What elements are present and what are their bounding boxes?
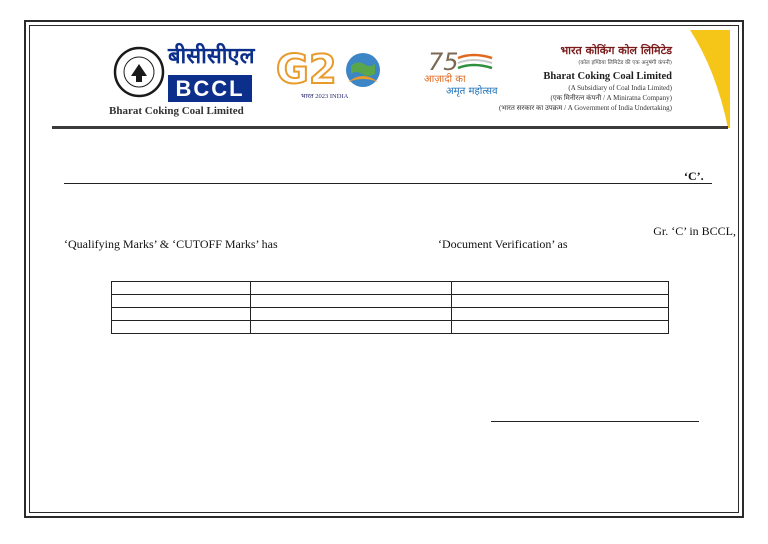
document-verification-text: ‘Document Verification’ as (438, 237, 568, 251)
org-name-hindi: भारत कोकिंग कोल लिमिटेड (560, 44, 672, 57)
org-government-line: (भारत सरकार का उपक्रम / A Government of India Undertaking) (498, 104, 672, 112)
table-row (112, 295, 669, 308)
letterhead-rule (52, 126, 728, 129)
table-cell (250, 282, 452, 295)
signature-line (491, 421, 699, 422)
g20-globe-icon (342, 48, 384, 90)
bccl-hindi-name: बीसीसीएल (168, 44, 255, 69)
table-cell (250, 308, 452, 321)
table-cell (112, 321, 251, 334)
marks-table (111, 281, 669, 334)
qualifying-marks-text: ‘Qualifying Marks’ & ‘CUTOFF Marks’ has (64, 237, 278, 251)
table-cell (112, 308, 251, 321)
table-cell (452, 282, 669, 295)
table-cell (112, 282, 251, 295)
table-cell (452, 321, 669, 334)
table-row (112, 282, 669, 295)
org-subsidiary-line: (A Subsidiary of Coal India Limited) (568, 84, 672, 92)
table-cell (452, 295, 669, 308)
title-underline (64, 183, 712, 184)
grade-label: ‘C’. (684, 169, 704, 183)
bccl-full-name: Bharat Coking Coal Limited (109, 105, 244, 117)
bccl-abbreviation: BCCL (175, 76, 245, 101)
table-row (112, 308, 669, 321)
grade-bccl-text: Gr. ‘C’ in BCCL, (653, 224, 736, 238)
table-cell (452, 308, 669, 321)
letterhead-corner-accent (676, 30, 730, 128)
table-cell (112, 295, 251, 308)
org-name-english: Bharat Coking Coal Limited (543, 71, 672, 82)
g20-subtitle: भारत 2023 INDIA (301, 93, 349, 100)
table-row (112, 321, 669, 334)
azadi-line-2: अमृत महोत्सव (446, 86, 498, 97)
org-company-type-line: (एक मिनीरत्न कंपनी / A Miniratna Company) (550, 94, 672, 102)
table-cell (250, 295, 452, 308)
table-cell (250, 321, 452, 334)
org-subtitle-hindi: (कोल इण्डिया लिमिटेड की एक अनुषंगी कंपनी) (578, 60, 672, 66)
azadi-line-1: आज़ादी का (424, 74, 466, 85)
bccl-emblem-icon (113, 46, 165, 98)
azadi-75-icon (428, 48, 496, 76)
g20-wordmark: G2 (276, 47, 337, 93)
svg-text:75: 75 (428, 48, 459, 76)
